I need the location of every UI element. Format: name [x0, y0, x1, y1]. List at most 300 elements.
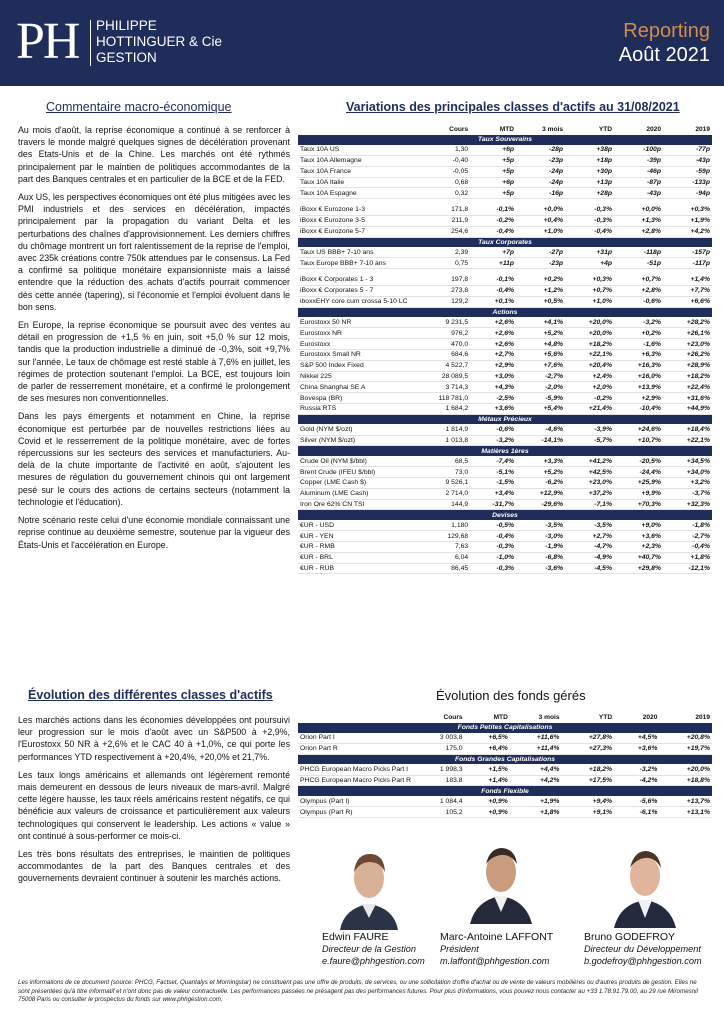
- performance-cell: +1,0%: [565, 296, 614, 307]
- performance-cell: -1,0%: [470, 552, 516, 563]
- performance-cell: +34,5%: [663, 456, 712, 467]
- performance-cell: +18,4%: [663, 424, 712, 435]
- price-cell: -0,05: [410, 166, 471, 177]
- row-label: Taux US BBB+ 7-10 ans: [298, 247, 410, 258]
- row-label: €UR - RMB: [298, 542, 410, 553]
- performance-cell: +23,0%: [565, 478, 614, 489]
- performance-cell: +3,6%: [614, 531, 663, 542]
- performance-cell: -3,9%: [565, 424, 614, 435]
- logo-line-1: PHILIPPE: [96, 18, 157, 33]
- performance-cell: -157p: [663, 247, 712, 258]
- row-label: PHCG European Macro Picks Part I: [298, 764, 413, 775]
- price-cell: 118 781,0: [410, 393, 471, 404]
- performance-cell: +5,2%: [516, 467, 565, 478]
- macro-paragraph: Dans les pays émergents et notamment en Chine, la reprise économique est perturbée par de nouvelles restrictions liées au Covid et le resserrement de la politique monétaire, avec de fortes répercussions sur les secteurs des services et manufacturiers. Au-delà de la chute importante de l'activité en août, s'ajoutent les mesures de régulation du gouvernement chinois qui ont largement pesé sur le cours des actions de certains secteurs (notamment la technologie et l'éducation).: [18, 411, 290, 507]
- performance-cell: +41,2%: [565, 456, 614, 467]
- row-label: Gold (NYM $/ozt): [298, 424, 410, 435]
- table-row: [298, 807, 712, 818]
- category-row: [298, 414, 712, 424]
- performance-cell: +31p: [565, 247, 614, 258]
- performance-cell: +2,8%: [614, 286, 663, 297]
- table-row: [298, 156, 712, 167]
- performance-cell: -2,5%: [470, 393, 516, 404]
- performance-cell: -23p: [516, 156, 565, 167]
- performance-cell: -4,6%: [516, 424, 565, 435]
- performance-cell: -16p: [516, 188, 565, 199]
- price-cell: 0,75: [410, 258, 471, 269]
- performance-cell: -7,4%: [470, 456, 516, 467]
- table-row: [298, 456, 712, 467]
- performance-cell: +30p: [565, 166, 614, 177]
- performance-cell: -1,9%: [516, 542, 565, 553]
- performance-cell: +22,4%: [663, 382, 712, 393]
- performance-cell: -23p: [516, 258, 565, 269]
- performance-cell: +18,2%: [565, 339, 614, 350]
- row-label: Taux 10A Italie: [298, 177, 410, 188]
- portrait-photo: [466, 832, 536, 924]
- performance-cell: -51p: [614, 258, 663, 269]
- performance-cell: +70,3%: [614, 499, 663, 510]
- performance-cell: -3,0%: [516, 531, 565, 542]
- price-cell: 273,8: [410, 286, 471, 297]
- performance-cell: +6p: [470, 177, 516, 188]
- price-cell: 144,9: [410, 499, 471, 510]
- macro-paragraph: Au mois d'août, la reprise économique a continué à se renforcer à travers le monde malgré quelques signes de décélération provenant des Etats-Unis et de la Chine. Les marchés ont été rythmés principalement par le maintien de politiques accommodantes de la part des Banques centrales et en particulier de la BCE et de la FED.: [18, 125, 290, 184]
- price-cell: 129,68: [410, 531, 471, 542]
- performance-cell: +2,3%: [614, 542, 663, 553]
- performance-cell: -3,5%: [565, 520, 614, 531]
- performance-cell: +19,7%: [659, 744, 712, 755]
- performance-cell: -24p: [516, 166, 565, 177]
- performance-cell: -77p: [663, 145, 712, 156]
- performance-cell: +6,5%: [465, 733, 510, 744]
- category-row: [298, 307, 712, 317]
- row-label: Taux 10A Allemagne: [298, 156, 410, 167]
- table-row: [298, 563, 712, 574]
- column-header: 2019: [695, 125, 710, 133]
- row-label: Russia RTS: [298, 404, 410, 415]
- performance-cell: -117p: [663, 258, 712, 269]
- column-header: Cours: [449, 125, 469, 133]
- performance-cell: +26,2%: [663, 350, 712, 361]
- table-row: [298, 775, 712, 786]
- performance-cell: -0,5%: [470, 520, 516, 531]
- performance-cell: -2,7%: [663, 531, 712, 542]
- performance-cell: +18,8%: [659, 775, 712, 786]
- price-cell: 3 003,8: [413, 733, 465, 744]
- performance-cell: +11p: [470, 258, 516, 269]
- performance-cell: -4,5%: [565, 563, 614, 574]
- table-row: [298, 552, 712, 563]
- category-row: [298, 786, 712, 796]
- person-role: Directeur du Développement: [584, 944, 701, 954]
- performance-cell: +34,0%: [663, 467, 712, 478]
- performance-cell: +44,9%: [663, 404, 712, 415]
- performance-cell: -29,6%: [516, 499, 565, 510]
- price-cell: 73,0: [410, 467, 471, 478]
- performance-cell: -1,6%: [614, 339, 663, 350]
- performance-cell: -4,9%: [565, 552, 614, 563]
- category-label: Fonds Flexible: [298, 786, 712, 796]
- performance-cell: +2,8%: [614, 226, 663, 237]
- table-row: [298, 328, 712, 339]
- logo-line-3: GESTION: [96, 50, 157, 65]
- row-label: Copper (LME Cash $): [298, 478, 410, 489]
- logo-initials: PH: [16, 13, 79, 70]
- table-row: [298, 371, 712, 382]
- column-header: MTD: [499, 125, 515, 133]
- category-label: Actions: [298, 307, 712, 317]
- price-cell: 1 684,2: [410, 404, 471, 415]
- performance-cell: -100p: [614, 145, 663, 156]
- performance-cell: +12,9%: [516, 488, 565, 499]
- performance-cell: +4p: [565, 258, 614, 269]
- row-label: iBoxx € Corporates 1 - 3: [298, 275, 410, 286]
- performance-cell: +2,6%: [470, 328, 516, 339]
- macro-paragraph: En Europe, la reprise économique se poursuit avec des ventes au détail en progression de +1,5 % en juin, soit +5,0 % sur 12 mois, tandis que la production industrielle a diminué de -0,3%, soit +9,7% sur l'année. Le taux de chômage est resté stable à 7,6% en juillet, les régimes de protection soutenant l'emploi. La BCE, est toujours loin de parler de resserrement monétaire, et a confirmé le prolongement de ses mesures non conventionnelles.: [18, 320, 290, 404]
- table-row: [298, 317, 712, 328]
- performance-cell: +18,2%: [663, 371, 712, 382]
- row-label: PHCG European Macro Picks Part R: [300, 777, 412, 785]
- performance-cell: +0,3%: [663, 205, 712, 216]
- performance-cell: +0,1%: [470, 296, 516, 307]
- portrait-photo: [610, 836, 680, 928]
- logo-divider: [90, 20, 91, 66]
- row-label: iBoxx € Eurozone 1-3: [298, 205, 410, 216]
- performance-cell: +4,4%: [510, 764, 562, 775]
- category-row: [298, 723, 712, 733]
- row-label: S&P 500 Index Fixed: [298, 360, 410, 371]
- header-cell: [298, 712, 413, 723]
- performance-cell: +6,3%: [614, 350, 663, 361]
- performance-cell: -5,1%: [470, 467, 516, 478]
- performance-cell: -0,4%: [565, 226, 614, 237]
- assets-paragraph: Les taux longs américains et allemands ont légèrement remonté mais demeurent en dessous de leurs niveaux de mars-avril. Malgré cette légère hausse, les taux réels américains restent négatifs, ce qui bénéficie aux valeurs de croissance et particulièrement aux valeurs technologiques qui conservent le leadership. Les actions « value » ont continué à sous-performer ce mois-ci.: [18, 769, 290, 841]
- performance-cell: +0,2%: [614, 328, 663, 339]
- table-row: [298, 296, 712, 307]
- performance-cell: -87p: [614, 177, 663, 188]
- performance-cell: +6p: [470, 145, 516, 156]
- price-cell: 1,30: [410, 145, 471, 156]
- performance-cell: -24p: [516, 177, 565, 188]
- performance-cell: -6,2%: [516, 478, 565, 489]
- performance-cell: +29,8%: [614, 563, 663, 574]
- table-row: [298, 435, 712, 446]
- table-row: [298, 205, 712, 216]
- price-cell: -0,40: [410, 156, 471, 167]
- performance-cell: -0,6%: [614, 296, 663, 307]
- row-label: Aluminum (LME Cash): [298, 488, 410, 499]
- performance-cell: -0,2%: [565, 393, 614, 404]
- performance-cell: +3,4%: [470, 488, 516, 499]
- performance-cell: +18p: [565, 156, 614, 167]
- performance-cell: -43p: [663, 156, 712, 167]
- performance-cell: +16,3%: [614, 360, 663, 371]
- performance-cell: +28p: [565, 188, 614, 199]
- table-row: [298, 744, 712, 755]
- performance-cell: +7p: [470, 247, 516, 258]
- category-label: Métaux Précieux: [298, 414, 712, 424]
- category-row: [298, 754, 712, 764]
- performance-cell: -1,8%: [663, 520, 712, 531]
- person-email[interactable]: b.godefroy@phhgestion.com: [584, 955, 702, 966]
- table-row: [298, 247, 712, 258]
- performance-cell: +6,4%: [465, 744, 510, 755]
- table-row: [298, 393, 712, 404]
- column-header: 2020: [646, 125, 661, 133]
- performance-cell: +5p: [470, 188, 516, 199]
- performance-cell: +10,7%: [614, 435, 663, 446]
- performance-cell: +20,0%: [659, 764, 712, 775]
- table-row: [298, 542, 712, 553]
- category-row: [298, 237, 712, 247]
- price-cell: 254,6: [410, 226, 471, 237]
- person-card: [322, 930, 425, 967]
- performance-cell: +6,6%: [663, 296, 712, 307]
- performance-cell: -5,9%: [516, 393, 565, 404]
- performance-cell: +4,3%: [470, 382, 516, 393]
- performance-cell: +0,9%: [465, 807, 510, 818]
- table-row: [298, 177, 712, 188]
- performance-cell: -31,7%: [470, 499, 516, 510]
- performance-cell: -5,7%: [565, 435, 614, 446]
- price-cell: 183,8: [413, 775, 465, 786]
- performance-cell: +11,6%: [510, 733, 562, 744]
- table-row: [298, 499, 712, 510]
- price-cell: 6,04: [410, 552, 471, 563]
- performance-cell: +28,2%: [663, 317, 712, 328]
- performance-cell: +4,2%: [663, 226, 712, 237]
- performance-cell: +22,1%: [663, 435, 712, 446]
- performance-cell: -4,7%: [565, 542, 614, 553]
- performance-cell: +1,8%: [663, 552, 712, 563]
- performance-cell: +3,0%: [470, 371, 516, 382]
- row-label: iBoxx € Corporates 5 - 7: [298, 286, 410, 297]
- performance-cell: +1,4%: [663, 275, 712, 286]
- performance-cell: +2,7%: [470, 350, 516, 361]
- performance-cell: +9,0%: [614, 520, 663, 531]
- person-name: Marc-Antoine LAFFONT: [440, 931, 554, 943]
- row-label: Nikkei 225: [298, 371, 410, 382]
- performance-cell: +13,1%: [659, 807, 712, 818]
- category-label: Taux Souverains: [298, 135, 712, 145]
- performance-cell: -2,0%: [516, 382, 565, 393]
- price-cell: 3 714,3: [410, 382, 471, 393]
- performance-cell: -24,4%: [614, 467, 663, 478]
- table-header-row: [298, 712, 712, 723]
- table-row: [298, 796, 712, 807]
- macro-title: Commentaire macro-économique: [46, 100, 232, 114]
- row-label: iBoxx € Eurozone 5-7: [298, 226, 410, 237]
- performance-cell: +2,6%: [470, 317, 516, 328]
- performance-cell: -3,6%: [516, 563, 565, 574]
- category-row: [298, 510, 712, 520]
- performance-cell: +31,6%: [663, 393, 712, 404]
- table-row: [298, 360, 712, 371]
- person-email[interactable]: e.faure@phhgestion.com: [322, 955, 425, 966]
- performance-cell: +0,5%: [516, 296, 565, 307]
- row-label: China Shanghai SE A: [298, 382, 410, 393]
- performance-cell: +13,9%: [614, 382, 663, 393]
- table-row: [298, 145, 712, 156]
- person-email[interactable]: m.laffont@phhgestion.com: [440, 955, 550, 966]
- column-header: 2020: [642, 713, 658, 721]
- price-cell: 68,5: [410, 456, 471, 467]
- macro-text: [18, 124, 290, 557]
- performance-cell: +25,9%: [614, 478, 663, 489]
- row-label: Taux 10A Espagne: [298, 188, 410, 199]
- performance-cell: -118p: [614, 247, 663, 258]
- person-role: Président: [440, 944, 479, 954]
- performance-cell: +3,3%: [516, 456, 565, 467]
- performance-cell: +0,0%: [614, 205, 663, 216]
- performance-cell: +2,9%: [614, 393, 663, 404]
- column-header: YTD: [598, 713, 613, 721]
- funds-table: [298, 712, 712, 818]
- performance-cell: +32,3%: [663, 499, 712, 510]
- category-label: Matières 1ères: [298, 446, 712, 456]
- performance-cell: +2,0%: [565, 382, 614, 393]
- price-cell: 1,180: [410, 520, 471, 531]
- performance-cell: +24,6%: [614, 424, 663, 435]
- performance-cell: +9,4%: [561, 796, 614, 807]
- performance-cell: -6,1%: [614, 807, 659, 818]
- performance-cell: +20,0%: [565, 317, 614, 328]
- table-header-row: [298, 124, 712, 135]
- performance-cell: -0,4%: [663, 542, 712, 553]
- performance-cell: +0,3%: [565, 275, 614, 286]
- table-row: [298, 216, 712, 227]
- price-cell: 470,0: [410, 339, 471, 350]
- performance-cell: +1,4%: [465, 775, 510, 786]
- column-header: Cours: [443, 713, 463, 721]
- performance-cell: -1,5%: [470, 478, 516, 489]
- price-cell: 86,45: [410, 563, 471, 574]
- price-cell: 9 526,1: [410, 478, 471, 489]
- performance-cell: +3,6%: [614, 744, 659, 755]
- row-label: Eurostoxx Small NR: [298, 350, 410, 361]
- row-label: iboxxEHY core cum crossa 5-10 LC: [300, 298, 408, 306]
- row-label: Bovespa (BR): [298, 393, 410, 404]
- price-cell: 2,39: [410, 247, 471, 258]
- performance-cell: +2,6%: [470, 339, 516, 350]
- table-row: [298, 404, 712, 415]
- person-card: [584, 930, 702, 967]
- performance-cell: -0,2%: [470, 216, 516, 227]
- price-cell: 1 084,4: [413, 796, 465, 807]
- performance-cell: -0,1%: [470, 205, 516, 216]
- performance-cell: +16,0%: [614, 371, 663, 382]
- performance-cell: +26,1%: [663, 328, 712, 339]
- price-cell: 4 522,7: [410, 360, 471, 371]
- funds-title: Évolution des fonds gérés: [436, 688, 586, 703]
- table-row: [298, 188, 712, 199]
- table-row: [298, 520, 712, 531]
- performance-cell: -43p: [614, 188, 663, 199]
- performance-cell: -3,2%: [470, 435, 516, 446]
- performance-cell: -0,3%: [470, 542, 516, 553]
- performance-cell: +1,8%: [510, 807, 562, 818]
- row-label: Eurostoxx: [298, 339, 410, 350]
- assets-text: [18, 714, 290, 891]
- table-row: [298, 339, 712, 350]
- category-label: Fonds Grandes Capitalisations: [298, 754, 712, 764]
- price-cell: 28 089,5: [410, 371, 471, 382]
- performance-cell: +0,0%: [516, 205, 565, 216]
- price-cell: 2 714,0: [410, 488, 471, 499]
- price-cell: 1 013,8: [410, 435, 471, 446]
- row-label: Olympus (Part R): [298, 807, 413, 818]
- price-cell: 211,9: [410, 216, 471, 227]
- performance-cell: +5,4%: [516, 404, 565, 415]
- reporting-period: Août 2021: [618, 44, 710, 66]
- price-cell: 7,63: [410, 542, 471, 553]
- category-row: [298, 135, 712, 145]
- performance-cell: +2,4%: [565, 371, 614, 382]
- performance-cell: -12,1%: [663, 563, 712, 574]
- performance-cell: +0,2%: [516, 275, 565, 286]
- performance-cell: -0,1%: [470, 275, 516, 286]
- performance-cell: +28,9%: [663, 360, 712, 371]
- performance-cell: +1,2%: [516, 286, 565, 297]
- performance-cell: -0,3%: [565, 205, 614, 216]
- performance-cell: -10,4%: [614, 404, 663, 415]
- price-cell: 976,2: [410, 328, 471, 339]
- row-label: €UR - RUB: [298, 563, 410, 574]
- performance-cell: +38p: [565, 145, 614, 156]
- performance-cell: -0,3%: [470, 563, 516, 574]
- table-row: [298, 467, 712, 478]
- performance-cell: -0,3%: [565, 216, 614, 227]
- performance-cell: +13p: [565, 177, 614, 188]
- row-label: Eurostoxx 50 NR: [298, 317, 410, 328]
- performance-cell: +2,9%: [470, 360, 516, 371]
- performance-cell: -3,2%: [614, 317, 663, 328]
- table-row: [298, 531, 712, 542]
- category-label: Devises: [298, 510, 712, 520]
- category-label: Fonds Petites Capitalisations: [298, 723, 712, 733]
- performance-cell: +1,5%: [465, 764, 510, 775]
- row-label: Brent Crude (IFEU $/bbl): [298, 467, 410, 478]
- performance-cell: -28p: [516, 145, 565, 156]
- performance-cell: +22,1%: [565, 350, 614, 361]
- performance-cell: -6,8%: [516, 552, 565, 563]
- performance-cell: -59p: [663, 166, 712, 177]
- performance-cell: +4,1%: [516, 317, 565, 328]
- row-label: Eurostoxx NR: [298, 328, 410, 339]
- row-label: Crude Oil (NYM $/bbl): [298, 456, 410, 467]
- portrait-photo: [334, 838, 404, 930]
- performance-cell: +4,2%: [510, 775, 562, 786]
- performance-cell: +1,3%: [614, 216, 663, 227]
- performance-cell: -3,5%: [516, 520, 565, 531]
- price-cell: 0,68: [410, 177, 471, 188]
- performance-cell: +5,6%: [516, 350, 565, 361]
- header-cell: [298, 124, 410, 135]
- performance-cell: +21,4%: [565, 404, 614, 415]
- performance-cell: +42,5%: [565, 467, 614, 478]
- performance-cell: -0,4%: [470, 286, 516, 297]
- performance-cell: +2,7%: [565, 531, 614, 542]
- performance-cell: +0,7%: [565, 286, 614, 297]
- column-header: YTD: [598, 125, 613, 133]
- column-header: MTD: [493, 713, 508, 721]
- performance-cell: +18,2%: [561, 764, 614, 775]
- price-cell: 105,2: [413, 807, 465, 818]
- performance-cell: +20,4%: [565, 360, 614, 371]
- disclaimer: Les informations de ce document (source: PHCG, Factset, Quantalys et Morningstar) ne constituent pas une offre de produits, de services, ou une sollicitation d'offre d'achat ou de vente de valeurs mobilières ou d'autres produits de gestion. Elles ne sont présentées qu'à titre informatif et n'ont donc pas de valeur contractuelle. Les performances passées ne présagent pas des performances futures. Pour plus d'informations, vous pouvez nous contacter au +33 1.78.91.79.00, au 29 rue Miromesnil 75008 Paris ou consulter le prospectus du fonds sur www.phhgestion.com.: [18, 979, 698, 1004]
- logo-text: [96, 18, 222, 66]
